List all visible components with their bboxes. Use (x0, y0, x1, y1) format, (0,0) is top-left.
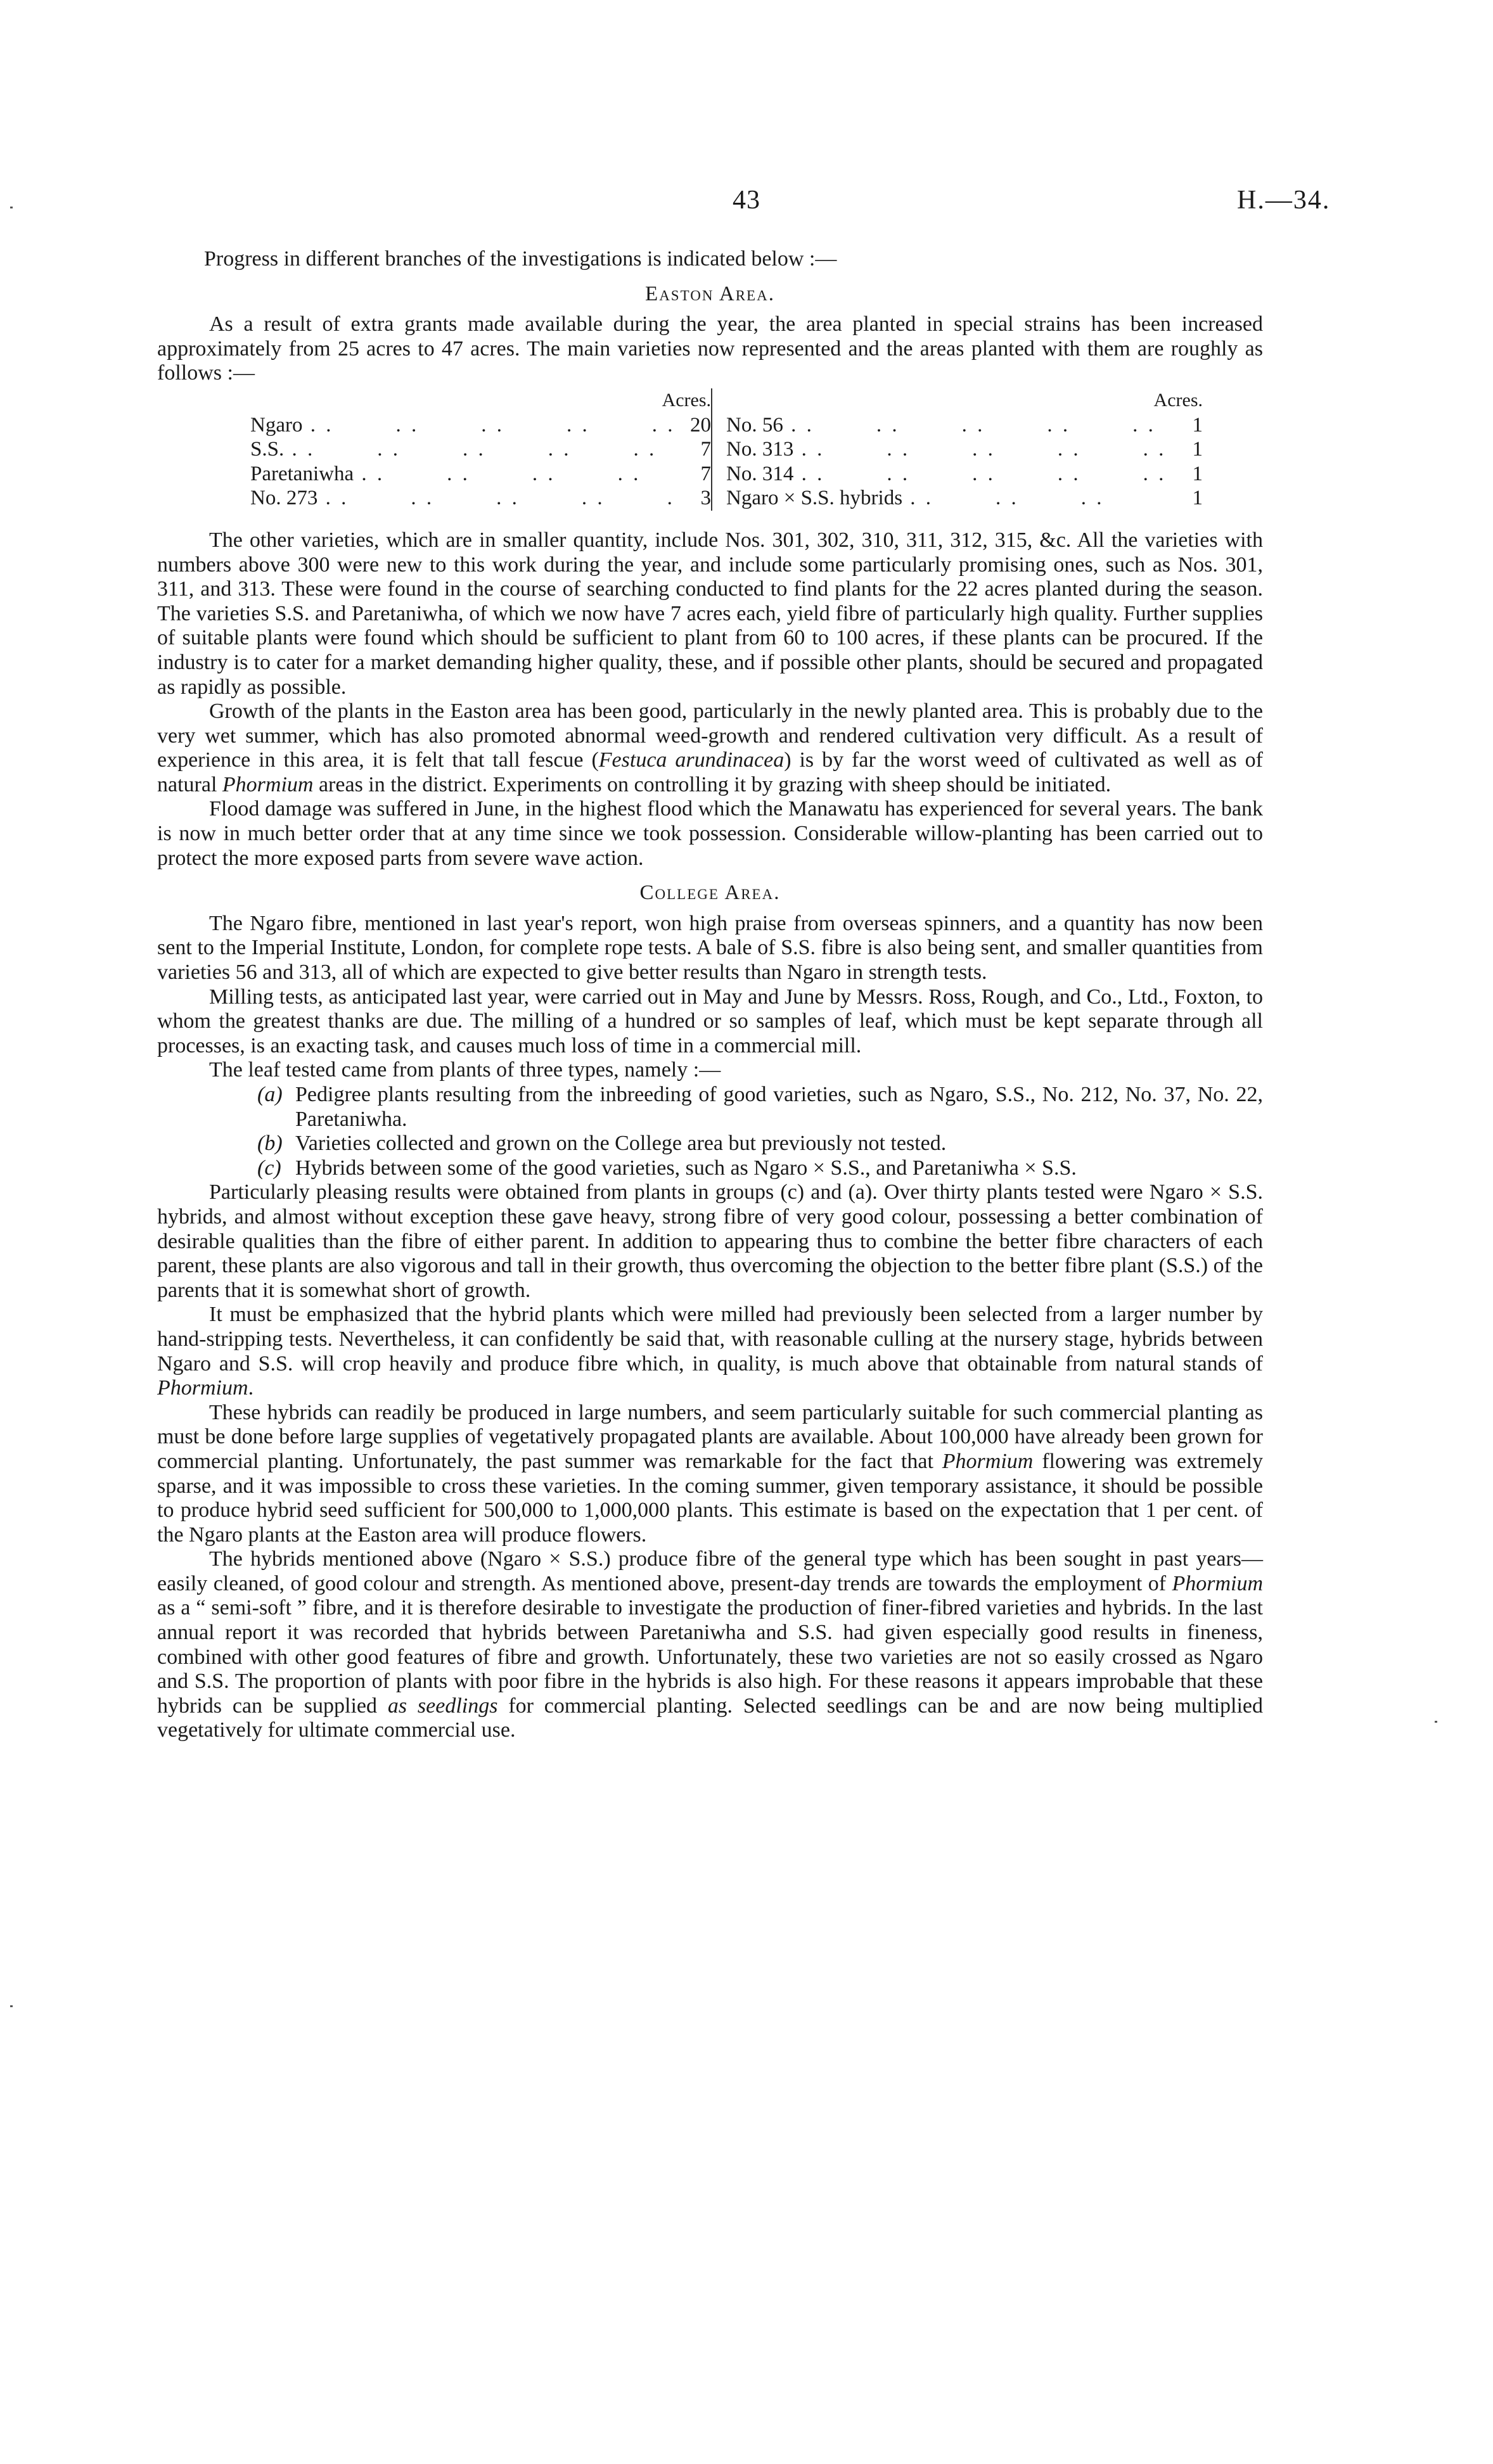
text-run-italic: Phormium (157, 1376, 248, 1400)
section-heading-college: College Area. (639, 881, 781, 905)
list-marker: (a) (257, 1083, 283, 1106)
variety-name: Ngaro × S.S. hybrids . . (726, 486, 1165, 511)
text-run: for commercial planting. Selected seedlings can be and are now being multiplied vegetatively for ultimate commercial use. (157, 1694, 1263, 1742)
acres-row (250, 462, 711, 487)
section-heading-easton: Easton Area. (645, 282, 775, 305)
list-item-text: Varieties collected and grown on the College area but previously not tested. (295, 1132, 947, 1156)
paragraph (157, 699, 1263, 797)
paragraph: Particularly pleasing results were obtained from plants in groups (c) and (a). Over thirty plants tested were Ngaro × S.S. hybrids, and almost without exception these gave heavy, strong fibre of very good colour, possessing a better combination of desirable qualities than the fibre of either parent. In addition to appearing thus to combine the better fibre characters of each parent, these plants are also vigorous and tall in their growth, thus overcoming the objection to the better fibre plant (S.S.) of the parents that it is somewhat short of growth. (157, 1180, 1263, 1302)
text-run: as a “ semi-soft ” fibre, and it is therefore desirable to investigate the production of finer-fibred varieties and hybrids. In the last annual report it was recorded that hybrids between Paretaniwha and S.S. had given especially good results in fineness, combined with other good features of fibre and growth. Unfortunately, these two varieties are not so easily crossed as Ngaro and S.S. The proportion of plants with poor fibre in the hybrids is also high. For these reasons it appears improbable that these hybrids can be supplied (157, 1596, 1263, 1718)
variety-name: No. 313 . . (726, 437, 1165, 462)
acres-row (726, 413, 1203, 438)
paragraph: The leaf tested came from plants of three types, namely :— (209, 1058, 721, 1082)
list-item (257, 1083, 1263, 1132)
text-run: areas in the district. Experiments on controlling it by grazing with sheep should be initiated. (313, 772, 1112, 796)
page-number: 43 (733, 186, 760, 215)
list-item (257, 1156, 1263, 1181)
acres-table (157, 388, 1263, 511)
text-run-italic: Phormium (942, 1449, 1034, 1473)
acres-value: 1 (1192, 438, 1203, 461)
text-run: Growth of the plants in the Easton area has been good, particularly in the newly planted area. This is probably due to the very wet summer, which has also promoted abnormal weed-growth and rendered cultivation very difficult. As a result of experience in this area, it is felt that tall fescue ( (157, 699, 1263, 772)
list-marker: (c) (257, 1156, 281, 1180)
acres-row (250, 413, 711, 438)
paragraph (157, 1547, 1263, 1743)
acres-value: 1 (1192, 487, 1203, 510)
acres-header (250, 388, 711, 413)
text-run: These hybrids can readily be produced in large numbers, and seem particularly suitable for such commercial planting as must be done before large supplies of vegetatively propagated plants are available. About 100,000 have already been grown for commercial planting. Unfortunately, the past summer was remarkable for the fact that (157, 1400, 1263, 1473)
variety-name: No. 314 . . (726, 462, 1165, 487)
paragraph (157, 1401, 1263, 1548)
variety-name: Ngaro . . (250, 413, 673, 438)
margin-mark (10, 2005, 13, 2007)
text-run: The hybrids mentioned above (Ngaro × S.S.) produce fibre of the general type which has been sought in past years—easily cleaned, of good colour and strength. As mentioned above, present-day trends are towards the employment of (157, 1547, 1263, 1595)
acres-row (250, 486, 711, 511)
list-marker: (b) (257, 1132, 283, 1156)
acres-value: 1 (1192, 413, 1203, 437)
variety-name: No. 56 . . (726, 413, 1165, 438)
list-item-text: Pedigree plants resulting from the inbreeding of good varieties, such as Ngaro, S.S., No. 212, No. 37, No. 22, Paretaniwha. (295, 1083, 1263, 1131)
text-run: flowering was extremely sparse, and it was impossible to cross these varieties. In the coming summer, given temporary assistance, it should be possible to produce hybrid seed sufficient for 500,000 to 1,000,000 plants. This estimate is based on the expectation that 1 per cent. of the Ngaro plants at the Easton area will produce flowers. (157, 1449, 1263, 1547)
acres-value: 3 (700, 487, 711, 510)
text-run-italic: Phormium (1172, 1571, 1263, 1595)
variety-name: S.S. . . (250, 437, 673, 462)
intro-text: Progress in different branches of the investigations is indicated below :— (204, 247, 837, 271)
text-run-italic: Phormium (222, 772, 314, 796)
paragraph: As a result of extra grants made available during the year, the area planted in special strains has been increased approximately from 25 acres to 47 acres. The main varieties now represented and the areas planted with them are roughly as follows :— (157, 312, 1263, 385)
acres-row (726, 486, 1203, 511)
text-run: ) is by far the worst weed of cultivated as well as of natural (157, 748, 1263, 796)
acres-row (726, 437, 1203, 462)
acres-value: 7 (700, 438, 711, 461)
acres-header-label: Acres. (662, 389, 711, 411)
variety-name: No. 273 . . (250, 486, 673, 511)
text-run-italic: Festuca arundinacea (598, 748, 785, 772)
paragraph (157, 1303, 1263, 1400)
acres-value: 20 (690, 413, 711, 437)
acres-value: 1 (1192, 462, 1203, 485)
page-body (157, 247, 1263, 1743)
paragraph: The other varieties, which are in smaller quantity, include Nos. 301, 302, 310, 311, 312, 315, &c. All the varieties with numbers above 300 were new to this work during the year, and include some particularly promising ones, such as Nos. 301, 311, and 313. These were found in the course of searching conducted to find plants for the 22 acres planted during the season. The varieties S.S. and Paretaniwha, of which we now have 7 acres each, yield fibre of particularly high quality. Further supplies of suitable plants were found which should be sufficient to plant from 60 to 100 acres, if these plants can be procured. If the industry is to cater for a market demanding higher quality, these, and if possible other plants, should be secured and propagated as rapidly as possible. (157, 528, 1263, 699)
paragraph: Milling tests, as anticipated last year, were carried out in May and June by Messrs. Ross, Rough, and Co., Ltd., Foxton, to whom the greatest thanks are due. The milling of a hundred or so samples of leaf, which must be kept separate through all processes, is an exacting task, and causes much loss of time in a commercial mill. (157, 985, 1263, 1057)
list-item-text: Hybrids between some of the good varieties, such as Ngaro × S.S., and Paretaniwha × S.S. (295, 1156, 1077, 1180)
variety-name: Paretaniwha . . (250, 462, 673, 487)
margin-mark (1435, 1721, 1437, 1723)
acres-row (250, 437, 711, 462)
text-run: . (248, 1376, 254, 1400)
document-reference: H.—34. (1237, 186, 1331, 215)
acres-column-right (712, 388, 1203, 511)
acres-row (726, 462, 1203, 487)
text-run-italic: as seedlings (387, 1694, 498, 1718)
acres-value: 7 (700, 462, 711, 485)
text-run: It must be emphasized that the hybrid plants which were milled had previously been selected from a larger number by hand-stripping tests. Nevertheless, it can confidently be said that, with reasonable culling at the nursery stage, hybrids between Ngaro and S.S. will crop heavily and produce fibre which, in quality, is much above that obtainable from natural stands of (157, 1303, 1263, 1376)
paragraph: The Ngaro fibre, mentioned in last year's report, won high praise from overseas spinners, and a quantity has now been sent to the Imperial Institute, London, for complete rope tests. A bale of S.S. fibre is also being sent, and smaller quantities from varieties 56 and 313, all of which are expected to give better results than Ngaro in strength tests. (157, 911, 1263, 985)
acres-column-left (157, 388, 712, 511)
acres-header (726, 388, 1203, 413)
list-item (257, 1132, 1263, 1156)
acres-header-label: Acres. (1153, 389, 1203, 411)
margin-mark (10, 207, 13, 208)
paragraph: Flood damage was suffered in June, in the highest flood which the Manawatu has experienced for several years. The bank is now in much better order that at any time since we took possession. Considerable willow-planting has been carried out to protect the more exposed parts from severe wave action. (157, 797, 1263, 870)
